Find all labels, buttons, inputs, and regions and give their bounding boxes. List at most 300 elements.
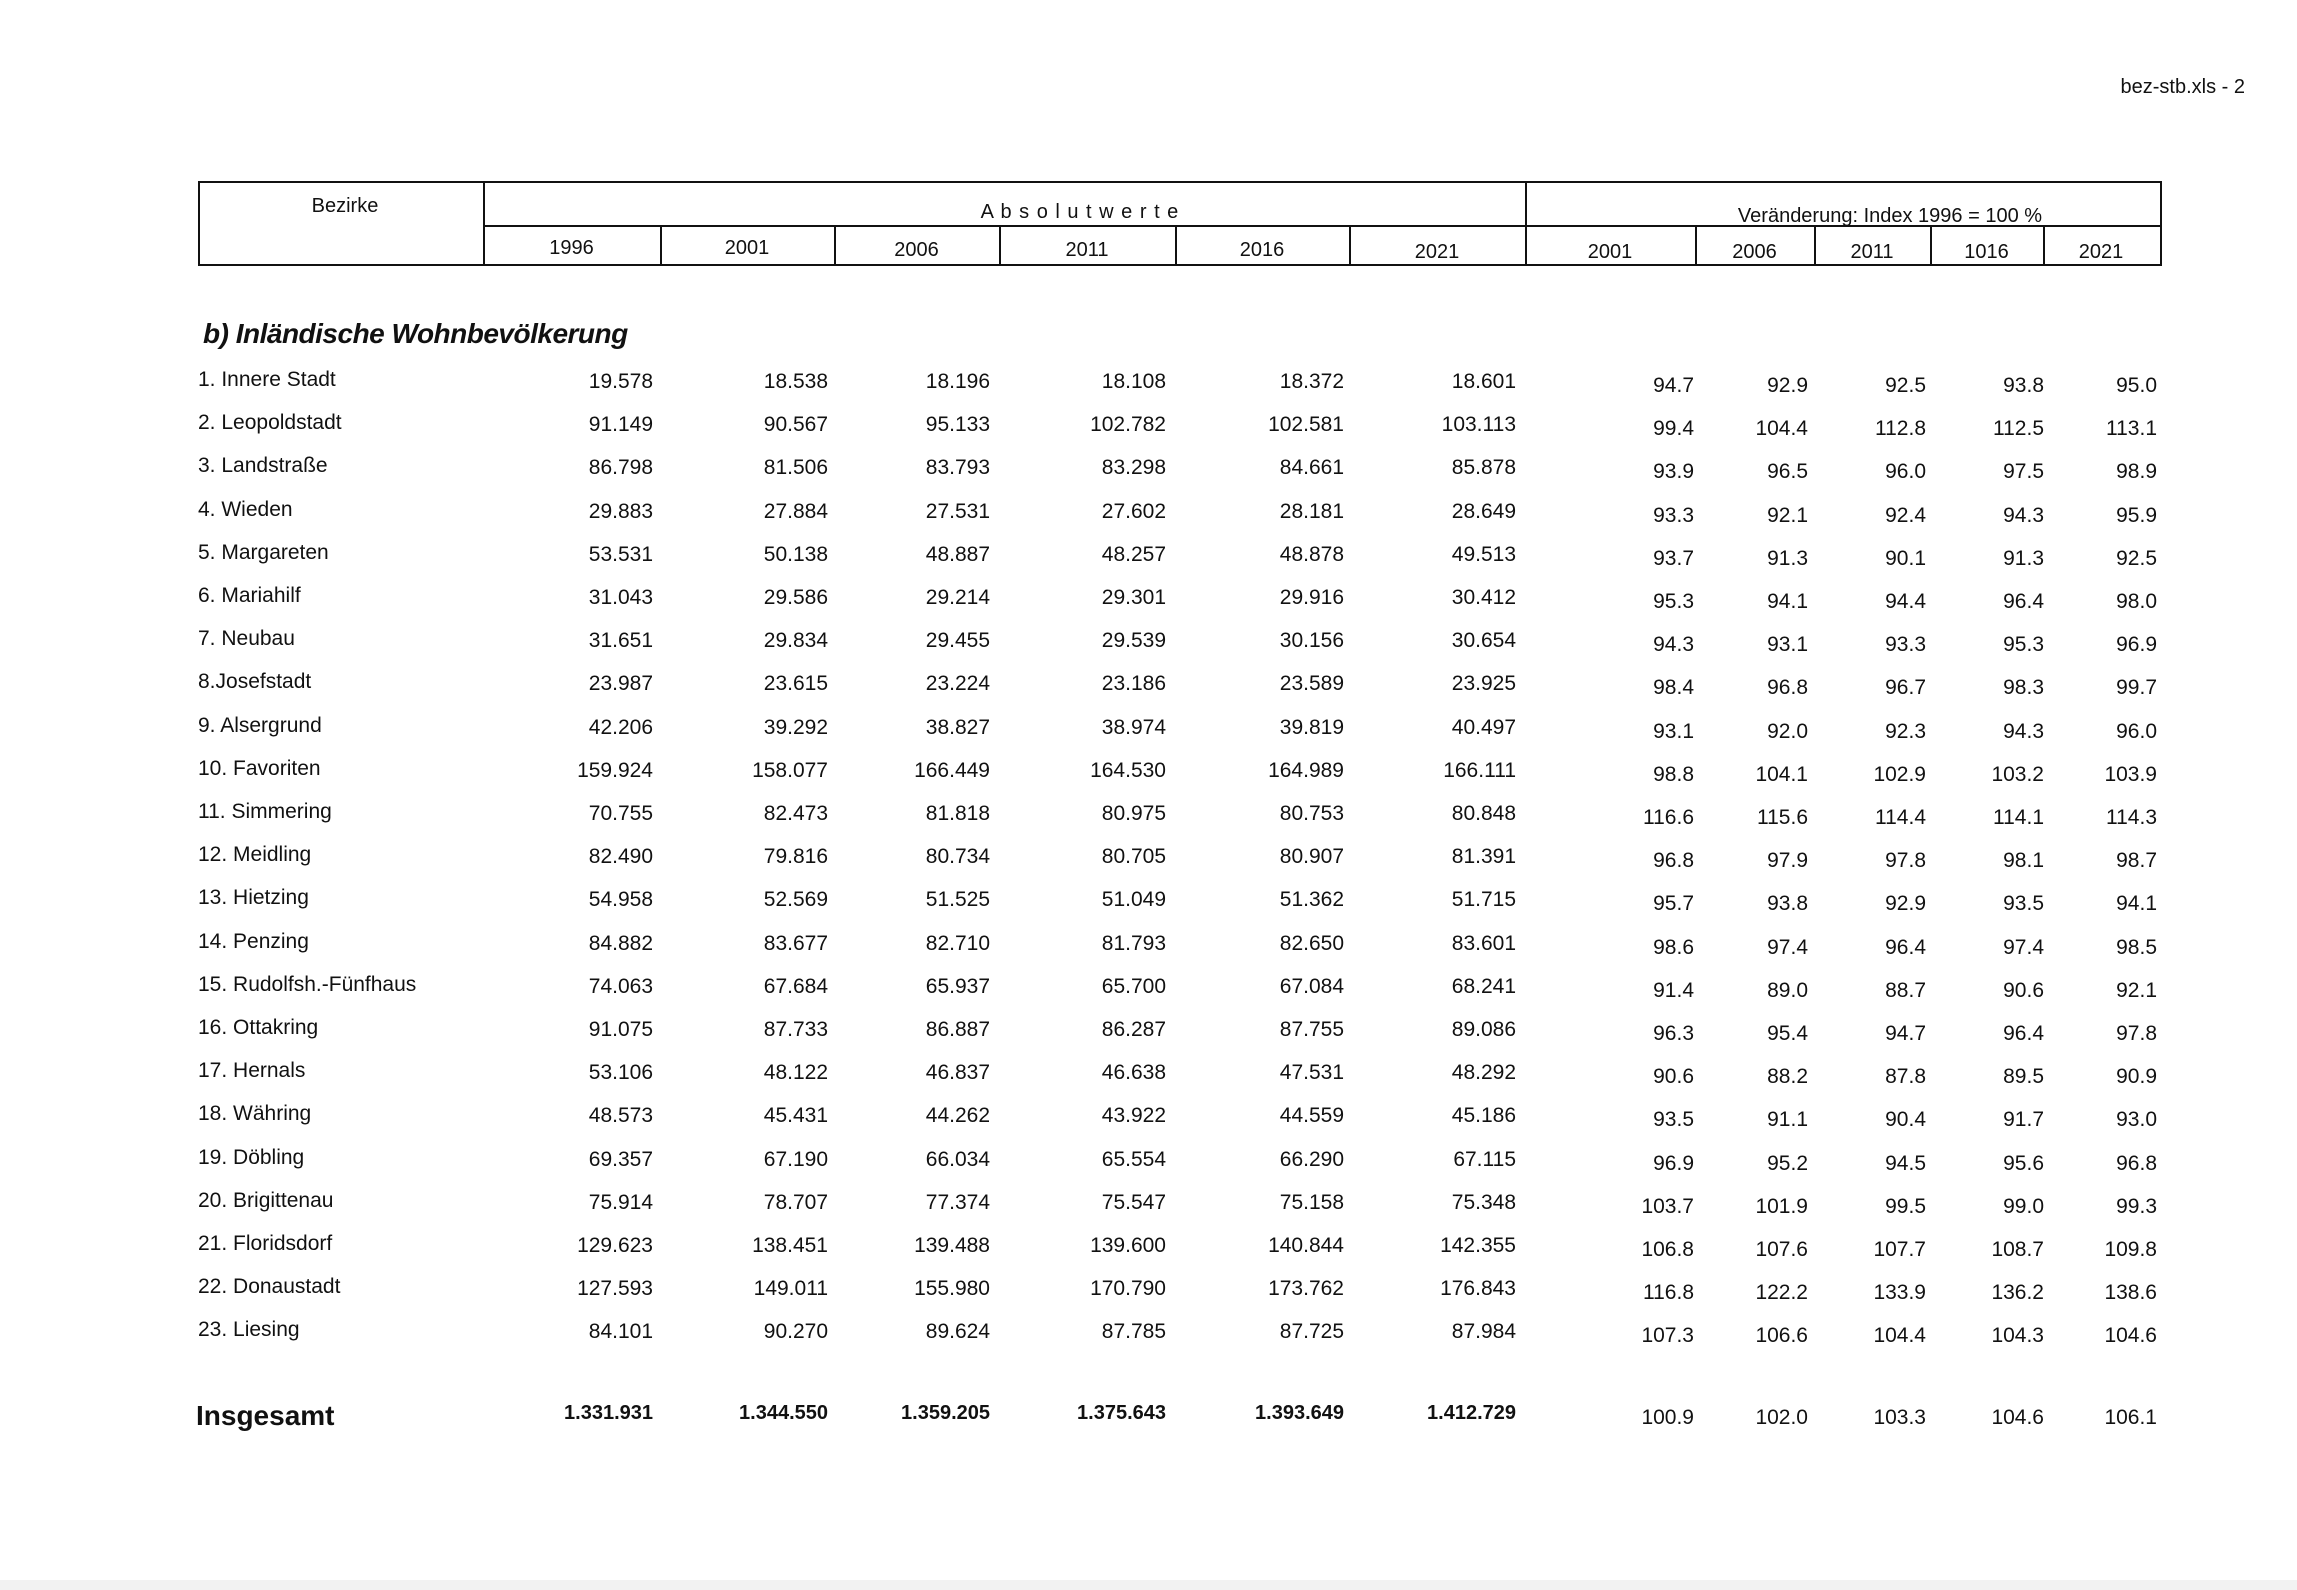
index-value-cell: 92.9 — [1767, 374, 1808, 397]
district-name: 6. Mariahilf — [198, 584, 301, 607]
abs-value-cell: 91.149 — [588, 413, 653, 436]
index-value-cell: 96.0 — [1885, 460, 1926, 483]
abs-value-cell: 18.601 — [1451, 370, 1516, 393]
abs-value-cell: 74.063 — [588, 975, 653, 998]
abs-value-cell: 129.623 — [577, 1234, 653, 1257]
abs-value-cell: 44.559 — [1279, 1104, 1344, 1127]
index-value-cell: 133.9 — [1873, 1281, 1926, 1304]
abs-value-cell: 1.393.649 — [1255, 1402, 1344, 1424]
abs-value-cell: 102.581 — [1268, 413, 1344, 436]
abs-value-cell: 46.837 — [925, 1061, 990, 1084]
index-value-cell: 91.1 — [1767, 1108, 1808, 1131]
table-row — [0, 930, 2297, 970]
table-row — [0, 584, 2297, 624]
index-value-cell: 96.9 — [2116, 633, 2157, 656]
abs-value-cell: 90.270 — [763, 1320, 828, 1343]
index-value-cell: 90.4 — [1885, 1108, 1926, 1131]
index-value-cell: 91.3 — [1767, 547, 1808, 570]
district-name: 7. Neubau — [198, 627, 295, 650]
abs-value-cell: 48.292 — [1451, 1061, 1516, 1084]
abs-value-cell: 31.043 — [588, 586, 653, 609]
abs-value-cell: 159.924 — [577, 759, 653, 782]
total-label: Insgesamt — [196, 1400, 335, 1431]
index-value-cell: 112.8 — [1875, 417, 1926, 440]
index-value-cell: 138.6 — [2104, 1281, 2157, 1304]
district-name: 23. Liesing — [198, 1318, 300, 1341]
abs-value-cell: 164.989 — [1268, 759, 1344, 782]
abs-value-cell: 83.793 — [925, 456, 990, 479]
abs-value-cell: 89.624 — [925, 1320, 990, 1343]
abs-value-cell: 81.793 — [1101, 932, 1166, 955]
abs-value-cell: 1.412.729 — [1427, 1402, 1516, 1424]
abs-value-cell: 139.488 — [914, 1234, 990, 1257]
index-value-cell: 95.9 — [2116, 504, 2157, 527]
district-name: 3. Landstraße — [198, 454, 328, 477]
header-year-2011: 2011 — [1065, 239, 1109, 261]
index-value-cell: 113.1 — [2106, 417, 2157, 440]
district-name: 9. Alsergrund — [198, 714, 322, 737]
abs-value-cell: 67.084 — [1279, 975, 1344, 998]
table-row — [0, 627, 2297, 667]
index-value-cell: 96.4 — [2003, 590, 2044, 613]
abs-value-cell: 127.593 — [577, 1277, 653, 1300]
header-idx-2011: 2011 — [1850, 241, 1894, 263]
abs-value-cell: 53.531 — [588, 543, 653, 566]
abs-value-cell: 39.819 — [1279, 716, 1344, 739]
index-value-cell: 95.7 — [1653, 892, 1694, 915]
district-name: 2. Leopoldstadt — [198, 411, 342, 434]
abs-value-cell: 103.113 — [1441, 413, 1516, 436]
scan-edge — [0, 1580, 2297, 1590]
abs-value-cell: 67.190 — [763, 1148, 828, 1171]
index-value-cell: 114.1 — [1993, 806, 2044, 829]
table-row — [0, 411, 2297, 451]
index-value-cell: 90.6 — [1653, 1065, 1694, 1088]
index-value-cell: 104.3 — [1991, 1324, 2044, 1347]
index-value-cell: 92.9 — [1885, 892, 1926, 915]
index-value-cell: 92.0 — [1767, 720, 1808, 743]
district-name: 22. Donaustadt — [198, 1275, 341, 1298]
table-row — [0, 368, 2297, 408]
abs-value-cell: 66.290 — [1279, 1148, 1344, 1171]
abs-value-cell: 87.725 — [1279, 1320, 1344, 1343]
abs-value-cell: 38.827 — [925, 716, 990, 739]
abs-value-cell: 44.262 — [925, 1104, 990, 1127]
header-idx-2001: 2001 — [1587, 241, 1633, 263]
abs-value-cell: 29.834 — [763, 629, 828, 652]
table-row — [0, 1059, 2297, 1099]
district-name: 8.Josefstadt — [198, 670, 312, 693]
abs-value-cell: 82.490 — [588, 845, 653, 868]
abs-value-cell: 176.843 — [1440, 1277, 1516, 1300]
header-idx-1016: 1016 — [1964, 241, 2009, 263]
index-value-cell: 104.1 — [1755, 763, 1808, 786]
index-value-cell: 92.1 — [1767, 504, 1808, 527]
header-veraenderung: Veränderung: Index 1996 = 100 % — [1737, 205, 2043, 227]
table-row — [0, 1232, 2297, 1272]
index-value-cell: 94.7 — [1653, 374, 1694, 397]
index-value-cell: 94.3 — [2003, 504, 2044, 527]
index-value-cell: 96.3 — [1653, 1022, 1694, 1045]
index-value-cell: 103.2 — [1991, 763, 2044, 786]
file-reference: bez-stb.xls - 2 — [2120, 76, 2245, 98]
district-name: 21. Floridsdorf — [198, 1232, 333, 1255]
abs-value-cell: 51.525 — [925, 888, 990, 911]
abs-value-cell: 142.355 — [1440, 1234, 1516, 1257]
table-row — [0, 498, 2297, 538]
index-value-cell: 98.9 — [2116, 460, 2157, 483]
index-value-cell: 93.0 — [2116, 1108, 2157, 1131]
index-value-cell: 95.2 — [1767, 1152, 1808, 1175]
abs-value-cell: 138.451 — [752, 1234, 828, 1257]
abs-value-cell: 155.980 — [914, 1277, 990, 1300]
section-title: b) Inländische Wohnbevölkerung — [203, 318, 628, 349]
index-value-cell: 99.4 — [1653, 417, 1694, 440]
index-value-cell: 96.4 — [1885, 936, 1926, 959]
abs-value-cell: 23.224 — [925, 672, 990, 695]
district-name: 1. Innere Stadt — [198, 368, 336, 391]
index-value-cell: 94.4 — [1885, 590, 1926, 613]
index-value-cell: 96.8 — [1653, 849, 1694, 872]
abs-value-cell: 75.158 — [1279, 1191, 1344, 1214]
table-row — [0, 800, 2297, 840]
index-value-cell: 99.3 — [2116, 1195, 2157, 1218]
index-value-cell: 95.3 — [1653, 590, 1694, 613]
district-name: 20. Brigittenau — [198, 1189, 334, 1212]
index-value-cell: 93.3 — [1653, 504, 1694, 527]
abs-value-cell: 27.602 — [1101, 500, 1166, 523]
index-value-cell: 98.4 — [1653, 676, 1694, 699]
abs-value-cell: 29.214 — [925, 586, 990, 609]
table-row — [0, 886, 2297, 926]
abs-value-cell: 18.196 — [925, 370, 990, 393]
index-value-cell: 94.5 — [1885, 1152, 1926, 1175]
index-value-cell: 104.6 — [1991, 1406, 2044, 1429]
index-value-cell: 96.0 — [2116, 720, 2157, 743]
abs-value-cell: 29.539 — [1101, 629, 1166, 652]
abs-value-cell: 89.086 — [1451, 1018, 1516, 1041]
abs-value-cell: 173.762 — [1268, 1277, 1344, 1300]
abs-value-cell: 83.677 — [763, 932, 828, 955]
index-value-cell: 92.1 — [2116, 979, 2157, 1002]
index-value-cell: 96.8 — [1767, 676, 1808, 699]
total-row — [0, 1400, 2297, 1440]
abs-value-cell: 91.075 — [588, 1018, 653, 1041]
index-value-cell: 97.8 — [2116, 1022, 2157, 1045]
index-value-cell: 106.6 — [1755, 1324, 1808, 1347]
abs-value-cell: 49.513 — [1451, 543, 1516, 566]
index-value-cell: 90.9 — [2116, 1065, 2157, 1088]
index-value-cell: 93.8 — [1767, 892, 1808, 915]
abs-value-cell: 18.108 — [1101, 370, 1166, 393]
index-value-cell: 115.6 — [1757, 806, 1808, 829]
index-value-cell: 136.2 — [1991, 1281, 2044, 1304]
abs-value-cell: 30.654 — [1451, 629, 1516, 652]
district-name: 10. Favoriten — [198, 757, 321, 780]
header-year-2001: 2001 — [724, 237, 770, 259]
header-year-1996: 1996 — [549, 237, 594, 259]
abs-value-cell: 164.530 — [1090, 759, 1166, 782]
abs-value-cell: 45.431 — [763, 1104, 828, 1127]
abs-value-cell: 75.348 — [1451, 1191, 1516, 1214]
abs-value-cell: 75.914 — [588, 1191, 653, 1214]
abs-value-cell: 87.733 — [763, 1018, 828, 1041]
index-value-cell: 95.3 — [2003, 633, 2044, 656]
index-value-cell: 122.2 — [1755, 1281, 1808, 1304]
index-value-cell: 92.3 — [1885, 720, 1926, 743]
index-value-cell: 96.8 — [2116, 1152, 2157, 1175]
index-value-cell: 93.9 — [1653, 460, 1694, 483]
index-value-cell: 90.1 — [1885, 547, 1926, 570]
abs-value-cell: 85.878 — [1451, 456, 1516, 479]
index-value-cell: 98.3 — [2003, 676, 2044, 699]
abs-value-cell: 19.578 — [588, 370, 653, 393]
index-value-cell: 97.9 — [1767, 849, 1808, 872]
abs-value-cell: 23.186 — [1101, 672, 1166, 695]
abs-value-cell: 1.375.643 — [1077, 1402, 1166, 1424]
header-year-2016: 2016 — [1239, 239, 1285, 261]
district-name: 14. Penzing — [198, 930, 309, 953]
table-row — [0, 454, 2297, 494]
abs-value-cell: 43.922 — [1101, 1104, 1166, 1127]
abs-value-cell: 48.573 — [588, 1104, 653, 1127]
index-value-cell: 92.4 — [1885, 504, 1926, 527]
abs-value-cell: 82.710 — [925, 932, 990, 955]
abs-value-cell: 68.241 — [1451, 975, 1516, 998]
abs-value-cell: 29.455 — [925, 629, 990, 652]
abs-value-cell: 53.106 — [588, 1061, 653, 1084]
index-value-cell: 104.4 — [1873, 1324, 1926, 1347]
abs-value-cell: 29.916 — [1279, 586, 1344, 609]
abs-value-cell: 86.887 — [925, 1018, 990, 1041]
index-value-cell: 102.0 — [1755, 1406, 1808, 1429]
abs-value-cell: 65.554 — [1101, 1148, 1166, 1171]
abs-value-cell: 50.138 — [763, 543, 828, 566]
index-value-cell: 95.0 — [2116, 374, 2157, 397]
index-value-cell: 97.4 — [1767, 936, 1808, 959]
abs-value-cell: 87.785 — [1101, 1320, 1166, 1343]
table-row — [0, 541, 2297, 581]
table-row — [0, 973, 2297, 1013]
abs-value-cell: 139.600 — [1090, 1234, 1166, 1257]
abs-value-cell: 48.887 — [925, 543, 990, 566]
district-name: 5. Margareten — [198, 541, 329, 564]
abs-value-cell: 102.782 — [1090, 413, 1166, 436]
index-value-cell: 96.5 — [1767, 460, 1808, 483]
abs-value-cell: 23.925 — [1451, 672, 1516, 695]
index-value-cell: 106.8 — [1641, 1238, 1694, 1261]
table-row — [0, 1275, 2297, 1315]
district-name: 17. Hernals — [198, 1059, 306, 1082]
index-value-cell: 91.4 — [1653, 979, 1694, 1002]
abs-value-cell: 23.589 — [1279, 672, 1344, 695]
index-value-cell: 88.2 — [1767, 1065, 1808, 1088]
abs-value-cell: 28.181 — [1279, 500, 1344, 523]
abs-value-cell: 54.958 — [588, 888, 653, 911]
abs-value-cell: 65.937 — [925, 975, 990, 998]
index-value-cell: 106.1 — [2104, 1406, 2157, 1429]
table-row — [0, 670, 2297, 710]
index-value-cell: 97.4 — [2003, 936, 2044, 959]
abs-value-cell: 65.700 — [1101, 975, 1166, 998]
index-value-cell: 87.8 — [1885, 1065, 1926, 1088]
abs-value-cell: 51.715 — [1451, 888, 1516, 911]
abs-value-cell: 80.848 — [1451, 802, 1516, 825]
header-year-2006: 2006 — [894, 239, 939, 261]
index-value-cell: 89.0 — [1767, 979, 1808, 1002]
index-value-cell: 98.6 — [1653, 936, 1694, 959]
district-name: 4. Wieden — [198, 498, 293, 521]
table-header — [198, 181, 2162, 266]
index-value-cell: 104.4 — [1755, 417, 1808, 440]
abs-value-cell: 18.538 — [763, 370, 828, 393]
index-value-cell: 114.4 — [1875, 806, 1926, 829]
district-name: 18. Währing — [198, 1102, 312, 1125]
abs-value-cell: 80.705 — [1101, 845, 1166, 868]
index-value-cell: 93.1 — [1653, 720, 1694, 743]
index-value-cell: 95.4 — [1767, 1022, 1808, 1045]
index-value-cell: 94.1 — [2116, 892, 2157, 915]
abs-value-cell: 69.357 — [588, 1148, 653, 1171]
abs-value-cell: 29.586 — [763, 586, 828, 609]
abs-value-cell: 48.257 — [1101, 543, 1166, 566]
abs-value-cell: 95.133 — [925, 413, 990, 436]
index-value-cell: 98.0 — [2116, 590, 2157, 613]
abs-value-cell: 166.111 — [1443, 759, 1516, 782]
abs-value-cell: 1.359.205 — [901, 1402, 990, 1424]
index-value-cell: 99.5 — [1885, 1195, 1926, 1218]
header-year-2021: 2021 — [1414, 241, 1460, 263]
abs-value-cell: 51.049 — [1101, 888, 1166, 911]
table-row — [0, 843, 2297, 883]
abs-value-cell: 81.506 — [763, 456, 828, 479]
abs-value-cell: 87.984 — [1451, 1320, 1516, 1343]
index-value-cell: 88.7 — [1885, 979, 1926, 1002]
index-value-cell: 94.7 — [1885, 1022, 1926, 1045]
index-value-cell: 116.8 — [1643, 1281, 1694, 1304]
header-bezirke: Bezirke — [311, 195, 379, 217]
abs-value-cell: 52.569 — [763, 888, 828, 911]
abs-value-cell: 45.186 — [1451, 1104, 1516, 1127]
index-value-cell: 99.0 — [2003, 1195, 2044, 1218]
abs-value-cell: 166.449 — [914, 759, 990, 782]
table-row — [0, 1102, 2297, 1142]
table-row — [0, 1318, 2297, 1358]
abs-value-cell: 51.362 — [1279, 888, 1344, 911]
district-name: 13. Hietzing — [198, 886, 309, 909]
header-idx-2021: 2021 — [2078, 241, 2124, 263]
abs-value-cell: 81.818 — [925, 802, 990, 825]
abs-value-cell: 80.975 — [1101, 802, 1166, 825]
abs-value-cell: 1.331.931 — [564, 1402, 653, 1424]
abs-value-cell: 31.651 — [588, 629, 653, 652]
abs-value-cell: 80.907 — [1279, 845, 1344, 868]
index-value-cell: 100.9 — [1641, 1406, 1694, 1429]
index-value-cell: 97.5 — [2003, 460, 2044, 483]
index-value-cell: 93.7 — [1653, 547, 1694, 570]
index-value-cell: 107.6 — [1755, 1238, 1808, 1261]
index-value-cell: 96.9 — [1653, 1152, 1694, 1175]
abs-value-cell: 87.755 — [1279, 1018, 1344, 1041]
index-value-cell: 93.5 — [2003, 892, 2044, 915]
index-value-cell: 98.8 — [1653, 763, 1694, 786]
abs-value-cell: 67.115 — [1453, 1148, 1516, 1171]
abs-value-cell: 42.206 — [588, 716, 653, 739]
index-value-cell: 101.9 — [1755, 1195, 1808, 1218]
abs-value-cell: 140.844 — [1268, 1234, 1344, 1257]
abs-value-cell: 28.649 — [1451, 500, 1516, 523]
index-value-cell: 99.7 — [2116, 676, 2157, 699]
abs-value-cell: 27.531 — [925, 500, 990, 523]
abs-value-cell: 82.650 — [1279, 932, 1344, 955]
index-value-cell: 93.3 — [1885, 633, 1926, 656]
index-value-cell: 92.5 — [1885, 374, 1926, 397]
abs-value-cell: 40.497 — [1451, 716, 1516, 739]
abs-value-cell: 84.661 — [1279, 456, 1344, 479]
index-value-cell: 103.7 — [1641, 1195, 1694, 1218]
abs-value-cell: 90.567 — [763, 413, 828, 436]
index-value-cell: 108.7 — [1991, 1238, 2044, 1261]
abs-value-cell: 86.287 — [1101, 1018, 1166, 1041]
abs-value-cell: 30.412 — [1451, 586, 1516, 609]
index-value-cell: 104.6 — [2104, 1324, 2157, 1347]
index-value-cell: 95.6 — [2003, 1152, 2044, 1175]
abs-value-cell: 170.790 — [1090, 1277, 1166, 1300]
abs-value-cell: 30.156 — [1279, 629, 1344, 652]
index-value-cell: 107.3 — [1641, 1324, 1694, 1347]
abs-value-cell: 29.301 — [1101, 586, 1166, 609]
abs-value-cell: 86.798 — [588, 456, 653, 479]
index-value-cell: 91.3 — [2003, 547, 2044, 570]
index-value-cell: 114.3 — [2106, 806, 2157, 829]
table-row — [0, 1016, 2297, 1056]
abs-value-cell: 1.344.550 — [739, 1402, 828, 1424]
abs-value-cell: 149.011 — [753, 1277, 828, 1300]
index-value-cell: 116.6 — [1643, 806, 1694, 829]
table-row — [0, 1189, 2297, 1229]
index-value-cell: 96.7 — [1885, 676, 1926, 699]
header-absolutwerte: A b s o l u t w e r t e — [980, 201, 1180, 223]
abs-value-cell: 23.987 — [588, 672, 653, 695]
abs-value-cell: 84.882 — [588, 932, 653, 955]
index-value-cell: 93.1 — [1767, 633, 1808, 656]
abs-value-cell: 23.615 — [763, 672, 828, 695]
index-value-cell: 102.9 — [1873, 763, 1926, 786]
index-value-cell: 103.9 — [2104, 763, 2157, 786]
abs-value-cell: 46.638 — [1101, 1061, 1166, 1084]
abs-value-cell: 70.755 — [588, 802, 653, 825]
abs-value-cell: 80.734 — [925, 845, 990, 868]
district-name: 19. Döbling — [198, 1146, 305, 1169]
abs-value-cell: 18.372 — [1279, 370, 1344, 393]
abs-value-cell: 48.122 — [763, 1061, 828, 1084]
index-value-cell: 94.3 — [2003, 720, 2044, 743]
index-value-cell: 112.5 — [1993, 417, 2044, 440]
abs-value-cell: 38.974 — [1101, 716, 1166, 739]
table-row — [0, 714, 2297, 754]
abs-value-cell: 29.883 — [588, 500, 653, 523]
abs-value-cell: 66.034 — [925, 1148, 990, 1171]
abs-value-cell: 48.878 — [1279, 543, 1344, 566]
district-name: 15. Rudolfsh.-Fünfhaus — [198, 973, 417, 996]
index-value-cell: 92.5 — [2116, 547, 2157, 570]
district-name: 11. Simmering — [198, 800, 332, 823]
abs-value-cell: 158.077 — [752, 759, 828, 782]
table-row — [0, 757, 2297, 797]
index-value-cell: 94.3 — [1653, 633, 1694, 656]
index-value-cell: 98.7 — [2116, 849, 2157, 872]
index-value-cell: 107.7 — [1873, 1238, 1926, 1261]
